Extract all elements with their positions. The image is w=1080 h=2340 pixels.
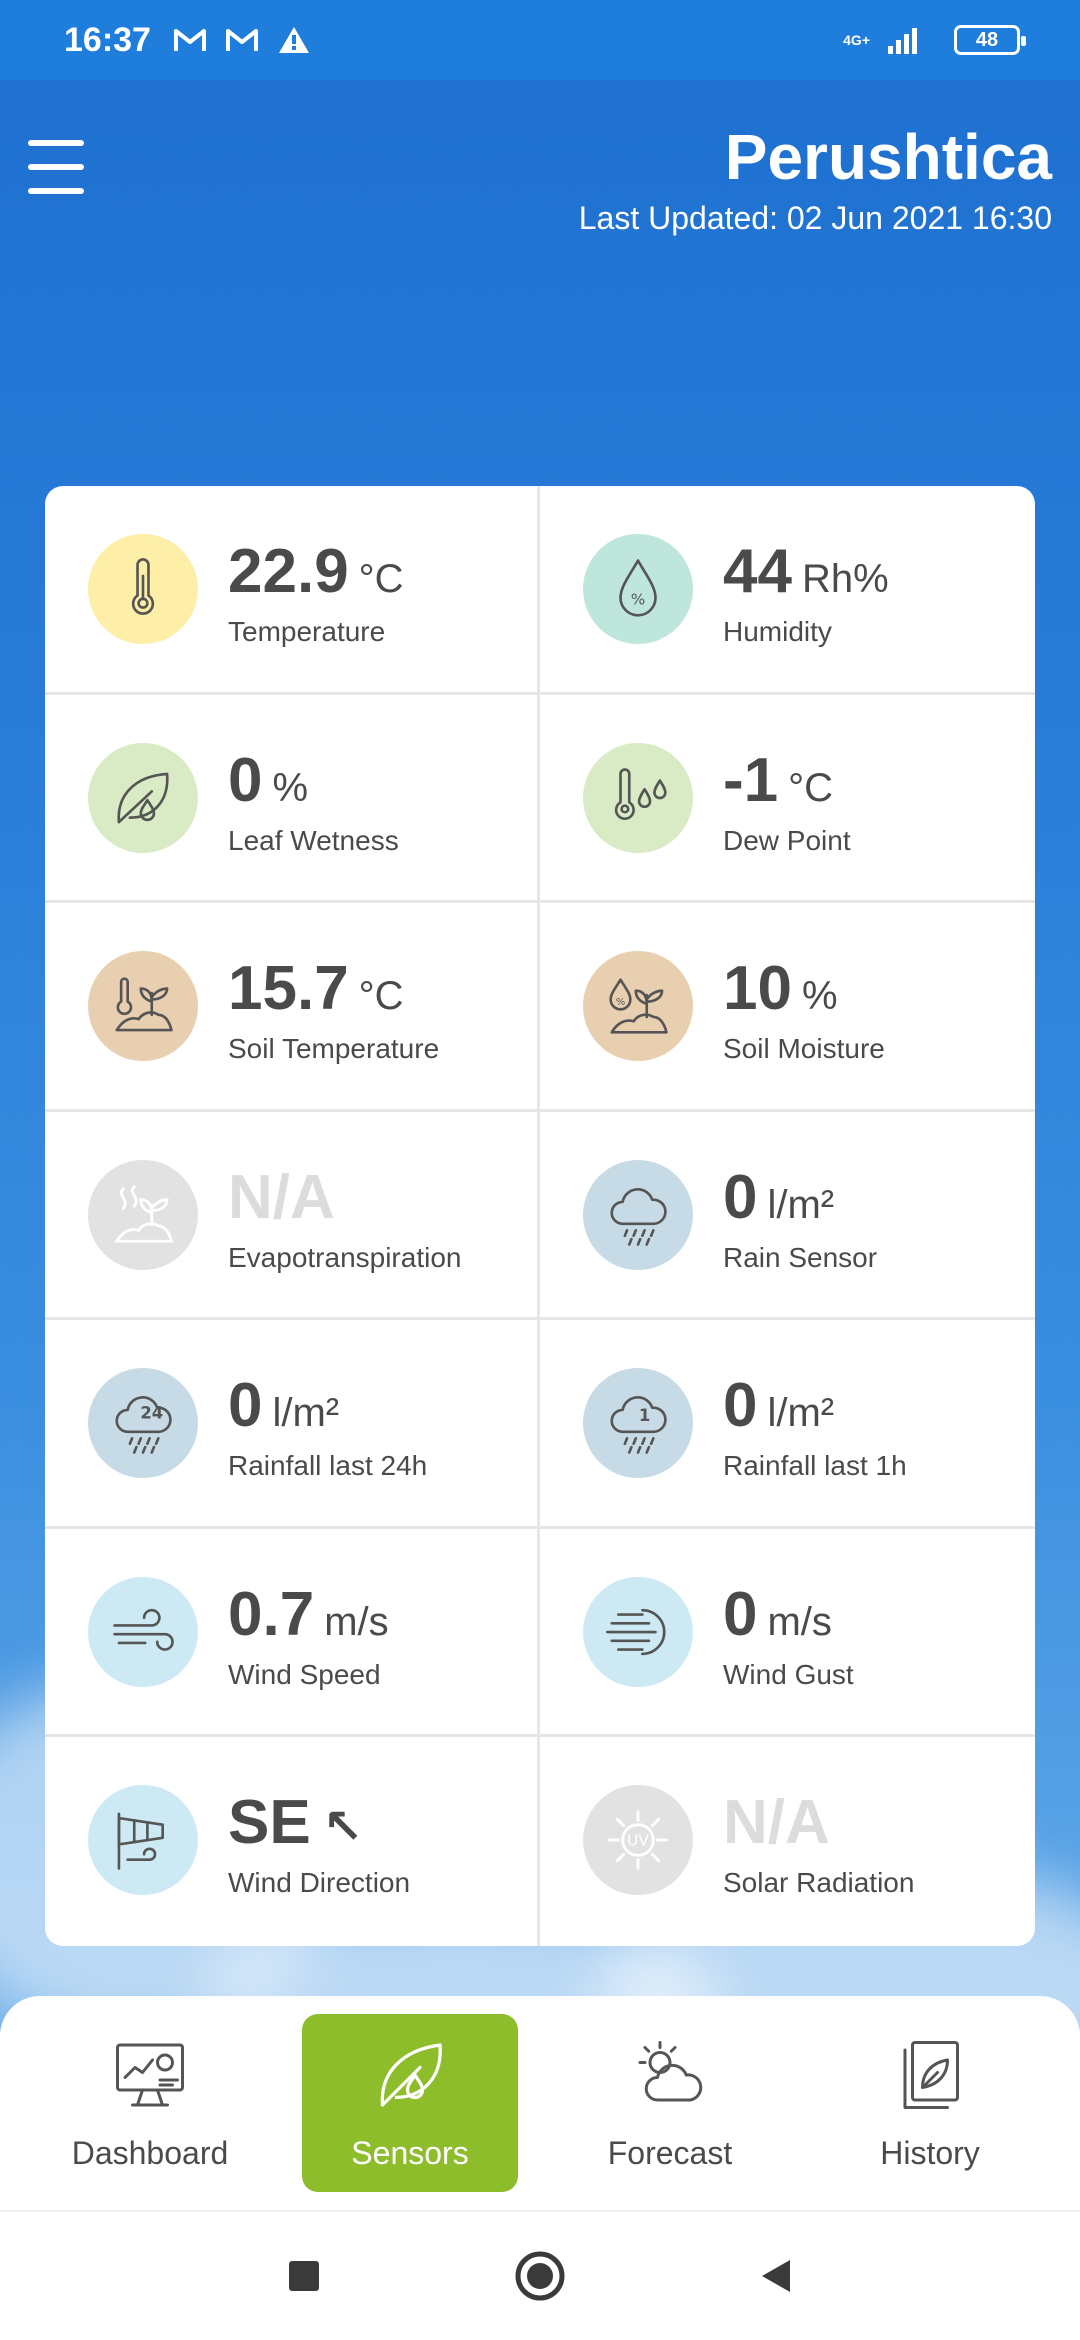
app-header — [0, 80, 1080, 260]
leaf-drop-icon — [88, 743, 198, 853]
sensor-value: 15.7 — [228, 954, 349, 1024]
battery-indicator — [954, 25, 1020, 55]
nav-tab-label: Forecast — [607, 2134, 733, 2171]
svg-text:UV: UV — [627, 1831, 649, 1850]
svg-text:%: % — [630, 590, 646, 609]
bottom-navigation — [0, 1996, 1080, 2210]
status-bar — [0, 0, 1080, 80]
sensor-value: N/A — [723, 1788, 830, 1858]
soil-temperature-icon — [88, 951, 198, 1061]
signal-icon — [886, 26, 920, 54]
sensor-reading — [723, 1787, 830, 1858]
sensor-unit: % — [801, 974, 838, 1019]
sensor-tile-wind-direction[interactable] — [45, 1737, 540, 1946]
sensor-unit: Rh% — [801, 557, 889, 601]
sensor-unit: l/m² — [767, 1182, 835, 1227]
sensor-reading — [228, 1579, 389, 1650]
svg-text:%: % — [615, 997, 626, 1009]
sensor-tile-rain-sensor[interactable] — [540, 1112, 1035, 1321]
sensor-unit: °C — [358, 974, 404, 1019]
sensor-reading — [228, 1162, 335, 1233]
sensor-label: Temperature — [228, 616, 386, 647]
sensor-tile-wind-gust[interactable] — [540, 1529, 1035, 1738]
gmail-icon — [173, 27, 207, 53]
sensor-value: -1 — [723, 745, 779, 815]
svg-text:24: 24 — [140, 1403, 164, 1423]
rain-cloud-icon — [583, 1160, 693, 1270]
sensor-reading — [723, 1579, 832, 1650]
wind-gust-icon — [583, 1577, 693, 1687]
nav-tab-label: History — [880, 2134, 980, 2171]
sensor-label: Leaf Wetness — [228, 824, 399, 856]
nav-tab-sensors[interactable] — [302, 2014, 518, 2192]
evapotranspiration-icon — [88, 1160, 198, 1270]
sensor-reading — [723, 1162, 834, 1233]
soil-moisture-icon — [583, 951, 693, 1061]
sensor-value: 10 — [723, 954, 792, 1024]
sensor-tile-evapotranspiration[interactable] — [45, 1112, 540, 1321]
sensor-value: 0 — [228, 745, 263, 815]
sensor-label: Wind Gust — [723, 1658, 854, 1690]
sensor-reading — [228, 1370, 339, 1441]
menu-icon[interactable] — [28, 140, 84, 196]
wind-direction-arrow: ↖ — [322, 1801, 363, 1855]
humidity-drop-icon — [583, 534, 693, 644]
last-updated: Last Updated: 02 Jun 2021 16:30 — [578, 200, 1052, 236]
sensor-tile-wind-speed[interactable] — [45, 1529, 540, 1738]
nav-tab-history[interactable] — [822, 2014, 1038, 2192]
sensor-grid — [45, 486, 1035, 1946]
sensor-value: 0 — [228, 1371, 263, 1441]
sensor-reading — [228, 953, 404, 1024]
wind-icon — [88, 1577, 198, 1687]
sensor-reading — [228, 745, 308, 816]
sensor-unit: % — [272, 765, 309, 810]
sensor-tile-leaf-wetness[interactable] — [45, 695, 540, 904]
sensor-value: 0 — [723, 1162, 758, 1232]
home-button[interactable] — [512, 2248, 568, 2304]
sensor-label: Wind Direction — [228, 1867, 411, 1899]
sensor-reading — [723, 745, 833, 816]
warning-icon — [277, 25, 311, 55]
nav-tab-label: Dashboard — [71, 2134, 229, 2171]
gmail-icon — [225, 27, 259, 53]
back-button[interactable] — [748, 2248, 804, 2304]
sensor-tile-solar-radiation[interactable] — [540, 1737, 1035, 1946]
sensor-reading — [228, 1787, 363, 1858]
sensor-unit: l/m² — [272, 1391, 340, 1436]
rain-24h-icon — [88, 1368, 198, 1478]
system-navigation — [0, 2210, 1080, 2340]
history-icon — [890, 2035, 970, 2135]
sensor-tile-soil-moisture[interactable] — [540, 903, 1035, 1112]
sensor-unit: °C — [788, 765, 834, 810]
network-type: 4G+ — [843, 32, 870, 48]
sensor-reading — [228, 536, 404, 607]
dew-point-icon — [583, 743, 693, 853]
sensor-label: Evapotranspiration — [228, 1241, 462, 1273]
leaf-icon — [370, 2035, 450, 2135]
sensor-label: Rainfall last 24h — [228, 1450, 428, 1482]
station-name: Perushtica — [724, 121, 1052, 193]
sensor-unit: °C — [358, 557, 404, 601]
sun-cloud-icon — [630, 2035, 710, 2135]
sensor-tile-soil-temperature[interactable] — [45, 903, 540, 1112]
uv-sun-icon — [583, 1785, 693, 1895]
svg-text:1: 1 — [638, 1406, 651, 1426]
sensor-unit: m/s — [767, 1599, 832, 1644]
sensor-label: Wind Speed — [228, 1658, 381, 1690]
sensor-tile-dew-point[interactable] — [540, 695, 1035, 904]
sensor-value: 0.7 — [228, 1579, 315, 1649]
sensor-value: 22.9 — [228, 537, 349, 606]
windsock-icon — [88, 1785, 198, 1895]
sensor-value: 0 — [723, 1371, 758, 1441]
dashboard-icon — [110, 2035, 190, 2135]
sensor-label: Soil Temperature — [228, 1033, 440, 1065]
sensor-value: 0 — [723, 1579, 758, 1649]
sensor-label: Humidity — [723, 616, 832, 647]
recent-apps-button[interactable] — [276, 2248, 332, 2304]
nav-tab-forecast[interactable] — [562, 2014, 778, 2192]
sensor-reading — [723, 536, 889, 607]
thermometer-icon — [88, 534, 198, 644]
sensor-unit: l/m² — [767, 1391, 835, 1436]
rain-1h-icon — [583, 1368, 693, 1478]
nav-tab-label: Sensors — [351, 2134, 469, 2171]
clock: 16:37 — [64, 20, 151, 59]
sensor-label: Solar Radiation — [723, 1867, 915, 1899]
sensor-tile-temperature[interactable] — [45, 486, 540, 695]
sensor-unit: m/s — [324, 1599, 389, 1644]
sensor-label: Rain Sensor — [723, 1241, 878, 1273]
sensor-value: 44 — [723, 537, 792, 606]
sensor-label: Dew Point — [723, 824, 851, 856]
sensor-tile-rainfall-last-24h[interactable] — [45, 1320, 540, 1529]
sensor-reading — [723, 953, 838, 1024]
sensor-label: Rainfall last 1h — [723, 1450, 907, 1482]
sensor-value: N/A — [228, 1162, 335, 1232]
sensor-tile-rainfall-last-1h[interactable] — [540, 1320, 1035, 1529]
sensor-tile-humidity[interactable] — [540, 486, 1035, 695]
sensor-reading — [723, 1370, 834, 1441]
nav-tab-dashboard[interactable] — [42, 2014, 258, 2192]
sensor-value: SE — [228, 1788, 311, 1858]
battery-level: 48 — [975, 28, 999, 51]
sensor-label: Soil Moisture — [723, 1033, 885, 1065]
